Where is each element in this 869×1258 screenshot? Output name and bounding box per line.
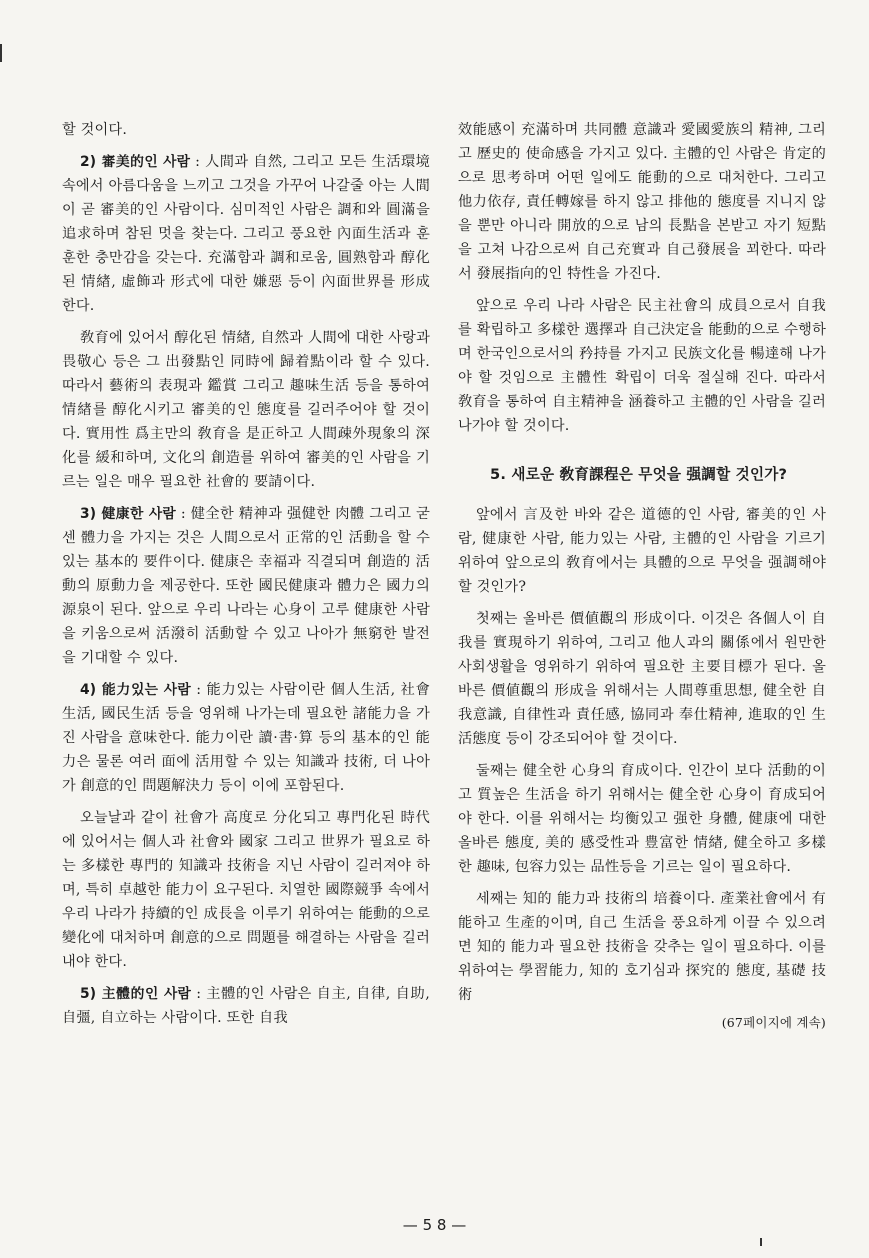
paragraph: 3) 健康한 사람 : 健全한 精神과 强健한 肉體 그리고 굳센 體力을 가지는 것은 人間으로서 正常的인 活動을 할 수 있는 基本的 要件이다. 健康은 幸福과 직결되며 創造的 活動의 原動力을 제공한다. 또한 國民健康과 體力은 國力의 源泉이 된다. 앞으로 우리 나라는 心身이 고루 健康한 사람을 키움으로써 活潑히 活動할 수 있고 나아가 無窮한 발전을 기대할 수 있다. — [62, 506, 431, 666]
page-number: — 5 8 — — [402, 1216, 467, 1234]
paragraph: 세째는 知的 能力과 技術의 培養이다. 產業社會에서 有能하고 生產的이며, 自己 生活을 풍요하게 이끌 수 있으려면 知的 能力과 필요한 技術을 갖추는 일이 필요하다. 이를 위하여는 學習能力, 知的 호기심과 探究的 態度, 基礎 技術 — [458, 891, 826, 1003]
section-title: 3) 健康한 사람 — [80, 506, 176, 522]
right-column — [458, 118, 826, 1035]
paragraph: 오늘날과 같이 社會가 高度로 分化되고 專門化된 時代에 있어서는 個人과 社會와 國家 그리고 世界가 필요로 하는 多樣한 專門的 知識과 技術을 지닌 사람이 길러져야 하며, 특히 卓越한 能力이 요구된다. 치열한 國際競爭 속에서 우리 나라가 持續的인 成長을 이루기 위하여는 能動的으로 變化에 대처하며 創意的으로 問題를 해결하는 사람을 길러내야 한다. — [62, 810, 430, 970]
paragraph: 2) 審美的인 사람 : 人間과 自然, 그리고 모든 生活環境 속에서 아름다움을 느끼고 그것을 가꾸어 나갈줄 아는 人間이 곧 審美的인 사람이다. 심미적인 사람은 調和와 圓滿을 追求하며 참된 멋을 찾는다. 그리고 풍요한 內面生活과 훈훈한 충만감을 갖는다. 充滿함과 調和로움, 圓熟함과 醇化된 情緖, 虛飾과 形式에 대한 嫌惡 등이 內面世界를 形成한다. — [62, 154, 430, 314]
paragraph: 첫째는 올바른 價値觀의 形成이다. 이것은 各個人이 自我를 實現하기 위하여, 그리고 他人과의 關係에서 원만한 사회생활을 영위하기 위하여 필요한 主要目標가 된다. 올바른 價値觀의 形成을 위해서는 人間尊重思想, 健全한 自我意識, 自律性과 責任感, 協同과 奉仕精神, 進取的인 生活態度 등이 강조되어야 할 것이다. — [458, 611, 826, 747]
left-column — [62, 118, 430, 1038]
paragraph: 敎育에 있어서 醇化된 情緖, 自然과 人間에 대한 사랑과 畏敬心 등은 그 出發點인 同時에 歸着點이라 할 수 있다. 따라서 藝術의 表現과 鑑賞 그리고 趣味生活 등을 통하여 情緖를 醇化시키고 審美的인 態度를 길러주어야 할 것이다. 實用性 爲主만의 敎育을 是正하고 人間疎外現象의 深化를 緩和하며, 文化의 創造를 위하여 審美的인 사람을 기르는 일은 매우 필요한 社會的 要請이다. — [62, 330, 430, 490]
paragraph: 할 것이다. — [62, 122, 128, 138]
section-title: 5) 主體的인 사람 — [80, 986, 192, 1002]
paragraph: 5) 主體的인 사람 : 主體的인 사람은 自主, 自律, 自助, 自彊, 自立하는 사람이다. 또한 自我 — [62, 986, 430, 1026]
continuation-note: (67페이지에 계속) — [721, 1015, 826, 1030]
section-title: 4) 能力있는 사람 — [80, 682, 191, 698]
paragraph: 앞으로 우리 나라 사람은 民主社會의 成員으로서 自我를 확립하고 多樣한 選擇과 自己決定을 能動的으로 수행하며 한국인으로서의 矜持를 가지고 民族文化를 暢達해 나가야 할 것임으로 主體性 확립이 더욱 절실해 진다. 따라서 敎育을 통하여 自主精神을 涵養하고 主體的인 사람을 길러 나가야 할 것이다. — [458, 298, 826, 434]
paragraph: 效能感이 充滿하며 共同體 意識과 愛國愛族의 精神, 그리고 歷史的 使命感을 가지고 있다. 主體的인 사람은 肯定的으로 思考하며 어떤 일에도 能動的으로 대처한다. 그리고 他力依存, 責任轉嫁를 하지 않고 排他的 態度를 지니지 않을 뿐만 아니라 開放的으로 남의 長點을 본받고 자기 短點을 고쳐 나감으로써 自己充實과 自己發展을 꾀한다. 따라서 發展指向的인 特性을 가진다. — [458, 122, 826, 282]
scan-mark — [0, 44, 2, 62]
paragraph: 둘째는 健全한 心身의 育成이다. 인간이 보다 活動的이고 質높은 生活을 하기 위해서는 健全한 心身이 育成되어야 한다. 이를 위해서는 均衡있고 强한 身體, 健康에 대한 올바른 態度, 美的 感受性과 豊富한 情緖, 健全하고 多樣한 趣味, 包容力있는 品性등을 기르는 일이 필요하다. — [458, 763, 826, 875]
scan-mark — [760, 1238, 762, 1246]
section-heading: 5. 새로운 敎育課程은 무엇을 强調할 것인가? — [490, 466, 788, 483]
paragraph: 앞에서 言及한 바와 같은 道德的인 사람, 審美的인 사람, 健康한 사람, 能力있는 사람, 主體的인 사람을 기르기 위하여 앞으로의 敎育에서는 具體的으로 무엇을 强調해야 할 것인가? — [458, 507, 826, 595]
section-title: 2) 審美的인 사람 — [80, 154, 191, 170]
paragraph: 4) 能力있는 사람 : 能力있는 사람이란 個人生活, 社會生活, 國民生活 등을 영위해 나가는데 필요한 諸能力을 가진 사람을 意味한다. 能力이란 讀·書·算 등의 基本的인 能力은 물론 여러 面에 活用할 수 있는 知識과 技術, 더 나아가 創意的인 問題解決力 등이 이에 포함된다. — [62, 682, 430, 794]
